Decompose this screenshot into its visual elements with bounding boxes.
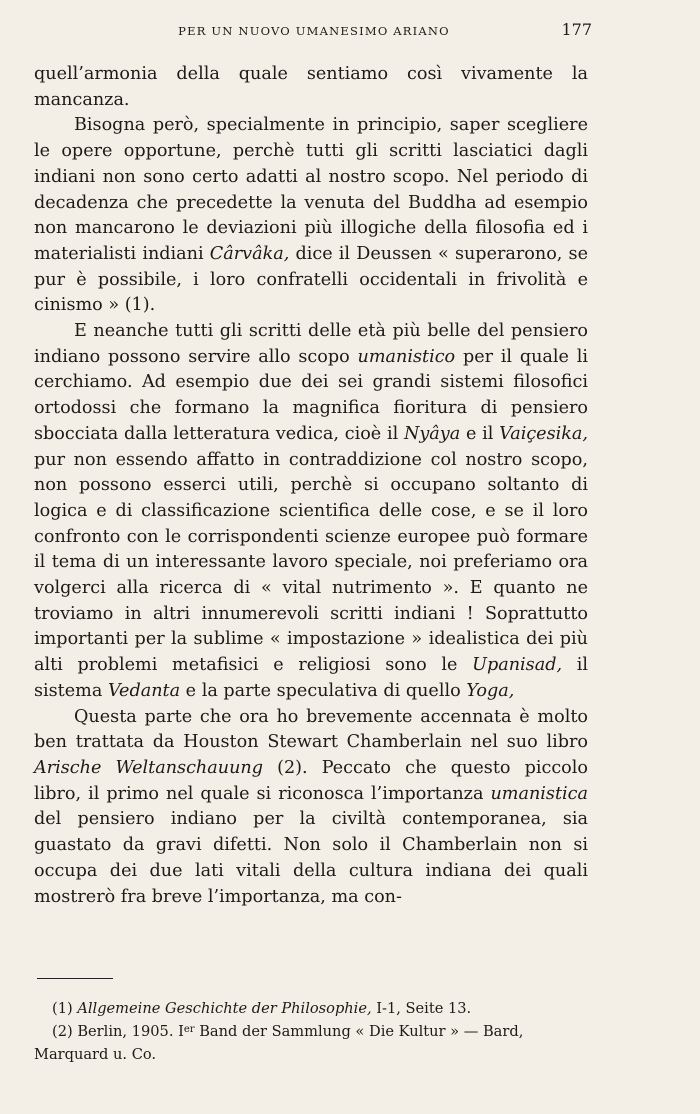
footnote-text: Band der Sammlung « Die Kultur » — Bard, Marquard u. Co.	[34, 1023, 524, 1063]
italic-term: umanistico	[357, 346, 456, 367]
page-number: 177	[561, 20, 592, 39]
text-run: Questa parte che ora ho brevemente accennata è molto ben trattata da Houston Stewart Chamberlain nel suo libro	[34, 706, 588, 753]
italic-term: umanistica	[490, 783, 588, 804]
text-run: Bisogna però, specialmente in principio, saper scegliere le opere opportune, perchè tutti gli scritti lasciatici dagli indiani non sono certo adatti al nostro scopo. Nel periodo di decadenza che precedette la venuta del Buddha ad esempio non mancarono le deviazioni più illogiche della filosofia ed i materialisti indiani	[34, 115, 588, 264]
text-run: e il	[460, 423, 500, 444]
footnote-1	[34, 997, 588, 1020]
text-run: E neanche tutti gli scritti delle età più belle del pensiero indiano possono servire allo scopo	[34, 321, 588, 367]
italic-term: Yoga,	[466, 680, 515, 701]
text-run: il sistema	[34, 655, 588, 701]
main-text	[34, 62, 588, 910]
footnote-marker: (1)	[52, 1000, 73, 1017]
text-run: pur non essendo affatto in contraddizione col nostro scopo, non possono esserci utili, perchè si occupano soltanto di logica e di classificazione scientifica delle cose, e se il loro confronto con le corrispondenti scienze europee può formare il tema di un interessante lavoro speciale, noi preferiamo ora volgerci alla ricerca di « vital nutrimento ». E quanto ne troviamo in altri innumerevoli scritti indiani ! Soprattutto importanti per la sublime « impostazione » idealistica dei più alti problemi metafisici e religiosi sono le	[34, 449, 588, 676]
footnote-text: I-1, Seite 13.	[371, 1000, 472, 1017]
footnote-marker: (2)	[52, 1023, 73, 1040]
italic-term: Nyâya	[403, 423, 461, 444]
text-run: del pensiero indiano per la civiltà contemporanea, sia guastato da gravi difetti. Non solo il Chamberlain non si occupa dei due lati vitali della cultura indiana dei quali mostrerò fra breve l’importanza, ma con-	[34, 809, 588, 907]
footnote-text: Berlin, 1905. I	[72, 1023, 184, 1040]
footnote-rule	[37, 978, 113, 979]
footnote-2	[34, 1020, 588, 1066]
italic-title: Arische Weltanschauung	[34, 757, 263, 778]
italic-term: Upanisad,	[472, 655, 563, 676]
running-header: PER UN NUOVO UMANESIMO ARIANO	[178, 24, 450, 38]
paragraph-3	[34, 319, 588, 705]
paragraph-4	[34, 705, 588, 911]
text-run: dice il Deussen « superarono, se pur è possibile, i loro confratelli occidentali in frivolità e cinismo » (1).	[34, 243, 588, 316]
italic-term: Cârvâka,	[209, 243, 290, 264]
text-run: e la parte speculativa di quello	[180, 680, 467, 701]
italic-term: Vaiçesika,	[499, 423, 588, 444]
paragraph-1: quell’armonia della quale sentiamo così vivamente la mancanza.	[34, 64, 588, 110]
text-run: per il quale li cerchiamo. Ad esempio due dei sei grandi sistemi filosofici ortodossi che formano la magnifica fioritura di pensiero sbocciata dalla letteratura vedica, cioè il	[34, 346, 588, 444]
paragraph-2	[34, 113, 588, 319]
italic-term: Vedanta	[107, 680, 181, 701]
text-run: (2). Peccato che questo piccolo libro, il primo nel quale si riconosca l’importanza	[34, 757, 588, 804]
footnotes	[34, 997, 588, 1066]
footnote-superscript: er	[183, 1024, 195, 1035]
footnote-title: Allgemeine Geschichte der Philosophie,	[77, 1000, 372, 1017]
